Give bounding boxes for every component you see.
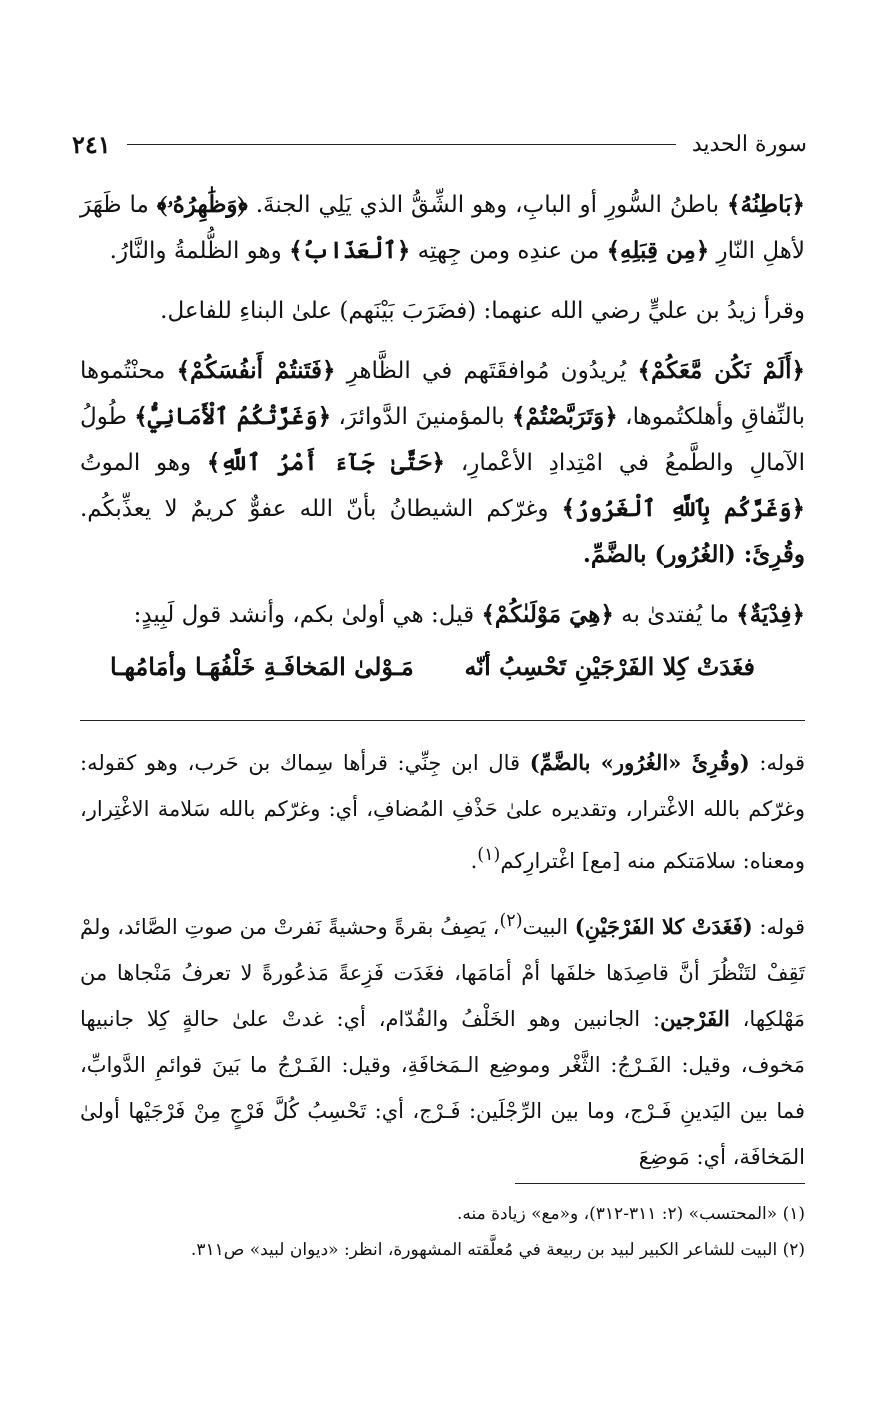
quran-quote: ﴿وَتَرَبَّصْتُمْ﴾ xyxy=(512,403,618,430)
section-divider xyxy=(80,720,805,721)
verse-hemistich-second: مَـوْلىٰ المَخافَـةِ خَلْفُهَـا وأمَامُهـا xyxy=(110,652,414,681)
footnotes xyxy=(80,1196,805,1268)
poetry-verse xyxy=(80,652,805,681)
footnote-2: (٢) البيت للشاعر الكبير لبيد بن ربيعة في مُعلَّقته المشهورة، انظر: «ديوان لبيد» ص٣١١. xyxy=(190,1240,805,1260)
quran-quote: ﴿أَلَمْ نَكُن مَّعَكُمْ﴾ xyxy=(637,357,805,384)
text-span: يُريدُون مُوافقَتَهم في الظَّاهرِ xyxy=(335,358,638,384)
defined-term: الفَرْجين xyxy=(660,1006,730,1031)
header-rule xyxy=(127,144,676,145)
text-span: ما ظَهَرَ لأهلِ النّارِ xyxy=(80,192,805,264)
paragraph-2: وقرأ زيدُ بن عليٍّ رضي الله عنهما: (فضَرَبَ بَيْنَهم) علىٰ البناءِ للفاعل. xyxy=(160,298,805,324)
paragraph-3 xyxy=(80,348,805,578)
text-span: : الجانبين وهو الخَلْفُ والقُدّام، أي: غدتْ علىٰ حالةٍ كِلا جانبيها مَخوف، وقيل: الفَـرْجُ: الثَّغْر وموضِع الـمَخافَةِ، وقيل: الفَـرْجُ ما بَينَ قوائمِ الدَّوابِّ، فما بين اليَدينِ فَـرْج، وما بين الرِّجْلَين: فَـرْج، أي: تَحْسِبُ كُلَّ فَرْجٍ مِنْ فَرْجَيْها أولىٰ المَخافَة، أي: مَوضِعَ xyxy=(80,1007,805,1169)
commentary-paragraph-1 xyxy=(80,740,805,884)
footnote-marker[interactable]: (٢) xyxy=(499,911,523,931)
quoted-lemma: (فَغَدَتْ كلا الفَرْجَيْنِ) xyxy=(574,914,753,939)
text-span: قوله: xyxy=(752,915,806,939)
reading-variant: وقُرِئَ: (الغُرُور) بالضَّمِّ. xyxy=(582,541,805,568)
quran-quote: ﴿ٱلْعَذَابُ﴾ xyxy=(289,237,411,264)
text-span: من عندِه ومن جِهتِه xyxy=(410,238,607,264)
surah-title: سورة الحديد xyxy=(691,131,807,157)
text-span: بالمؤمنينَ الدَّوائرَ، xyxy=(331,404,513,430)
text-span: قال ابن جِنِّي: قرأها سِماك بن حَرب، وهو كقوله: وغرّكم بالله الاغْترار، وتقديره علىٰ حَذْفِ المُضافِ، أي: وغرّكم بالله سَلامة الاغْتِرار، ومعناه: سلامَتكم منه [مع] اغْترارِكم xyxy=(80,751,805,873)
text-span: وهو الظُّلمةُ والنَّارُ. xyxy=(109,238,290,264)
quran-quote: ﴿فِدْيَةٌ﴾ xyxy=(736,601,805,628)
tafsir-text xyxy=(80,182,805,681)
quran-quote: ﴿وَظَٰهِرُهُۥ﴾ xyxy=(156,191,248,218)
text-span: ، يَصِفُ بقرةً وحشيةً نَفرتْ من صوتِ الصَّائد، ولمْ تَقِفْ لتَنْظُرَ أنَّ قاصِدَها خلفَها أمْ أمَامَها، فغَدَت فَزِعةً مَذعُورةً لا تعرفُ مَنْجاها من مَهْلكِها، xyxy=(80,915,805,1031)
text-span: محنْتُموها بالنِّفاقِ وأهلكتُموها، xyxy=(80,358,806,430)
page-number: ٢٤١ xyxy=(72,129,111,159)
quran-quote: ﴿مِن قِبَلِهِ﴾ xyxy=(606,237,710,264)
text-span: . xyxy=(470,849,478,873)
footnote-1: (١) «المحتسب» (٢: ٣١١-٣١٢)، و«مع» زيادة منه. xyxy=(456,1204,805,1224)
paragraph-4 xyxy=(80,592,805,638)
quran-quote: ﴿فَتَنتُمْ أَنفُسَكُمْ﴾ xyxy=(176,357,336,384)
verse-hemistich-first: فغَدَتْ كِلا الفَرْجَيْنِ تَحْسِبُ أنّه xyxy=(464,652,755,681)
text-span: باطنُ السُّورِ أو البابِ، وهو الشِّقُّ الذي يَلِي الجنةَ. xyxy=(247,192,728,218)
quran-quote: ﴿بَاطِنُهُ﴾ xyxy=(727,191,805,218)
text-span: قوله: xyxy=(749,751,805,775)
quran-quote: ﴿حَتَّىٰ جَآءَ أَمْرُ ٱللَّهِ﴾ xyxy=(206,449,446,476)
text-span: قيل: هي أولىٰ بكم، وأنشد قول لَبِيدٍ: xyxy=(133,602,482,628)
quran-quote: ﴿وَغَرَّكُم بِٱللَّهِ ٱلْغَرُورُ﴾ xyxy=(561,495,805,522)
paragraph-1 xyxy=(80,182,805,274)
commentary-text xyxy=(80,740,805,1194)
text-span: وهو الموتُ xyxy=(80,450,207,476)
quoted-lemma: (وقُرِئَ «الغُرُور» بالضَّمِّ) xyxy=(529,750,750,775)
footnote-marker[interactable]: (١) xyxy=(477,845,501,865)
quran-quote: ﴿وَغَرَّتْكُمُ ٱلْأَمَانِيُّ﴾ xyxy=(134,403,332,430)
text-span: ما يُفتدىٰ به xyxy=(613,602,737,628)
text-span: وغرّكم الشيطانُ بأنّ الله عفوٌّ كريمٌ لا يعذِّبكُم. xyxy=(80,496,562,522)
footnote-rule xyxy=(515,1183,805,1184)
page-header xyxy=(72,124,807,164)
quran-quote: ﴿هِيَ مَوْلَىٰكُمْ﴾ xyxy=(481,601,614,628)
commentary-paragraph-2 xyxy=(80,898,805,1180)
text-span: طُولُ الآمالِ والطَّمعُ في امْتِدادِ الأعْمارِ، xyxy=(80,404,806,476)
text-span: البيت xyxy=(522,915,575,939)
